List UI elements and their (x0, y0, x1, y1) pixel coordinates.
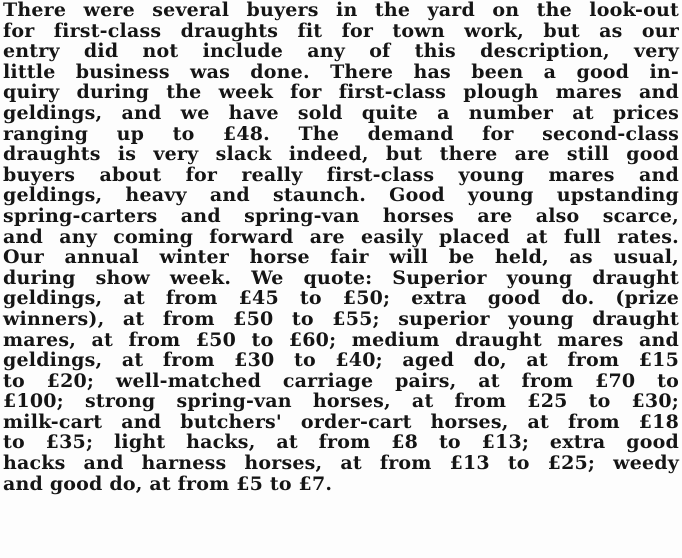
text-line: mares, at from £50 to £60; medium draught mares and (3, 328, 679, 351)
article-text (3, 0, 679, 494)
text-line: Our annual winter horse fair will be held, as usual, (3, 246, 679, 269)
text-line: geldings, at from £30 to £40; aged do, at from £15 (3, 349, 679, 372)
text-line: spring-carters and spring-van horses are also scarce, (3, 204, 679, 227)
text-line: entry did not include any of this description, very (3, 40, 679, 63)
text-line: geldings, at from £45 to £50; extra good do. (prize (3, 287, 679, 310)
text-line: during show week. We quote: Superior young draught (3, 266, 679, 289)
text-line: geldings, and we have sold quite a number at prices (3, 101, 679, 124)
text-line: buyers about for really first-class young mares and (3, 163, 679, 186)
text-line: draughts is very slack indeed, but there are still good (3, 143, 679, 166)
text-line: little business was done. There has been a good in- (3, 60, 679, 83)
text-line: quiry during the week for first-class plough mares and (3, 81, 679, 104)
text-line: winners), at from £50 to £55; superior young draught (3, 307, 679, 330)
text-line: for first-class draughts fit for town work, but as our (3, 19, 679, 42)
text-line: to £20; well-matched carriage pairs, at from £70 to (3, 369, 679, 392)
text-line: There were several buyers in the yard on the look-out (3, 0, 679, 21)
text-line: and good do, at from £5 to £7. (3, 472, 333, 495)
text-line: milk-cart and butchers' order-cart horses, at from £18 (3, 410, 679, 433)
text-line: and any coming forward are easily placed at full rates. (3, 225, 679, 248)
text-line: ranging up to £48. The demand for second-class (3, 122, 679, 145)
text-line: £100; strong spring-van horses, at from £25 to £30; (3, 390, 679, 413)
text-line: geldings, heavy and staunch. Good young upstanding (3, 184, 679, 207)
text-line: hacks and harness horses, at from £13 to £25; weedy (3, 452, 679, 475)
text-line: to £35; light hacks, at from £8 to £13; extra good (3, 431, 679, 454)
